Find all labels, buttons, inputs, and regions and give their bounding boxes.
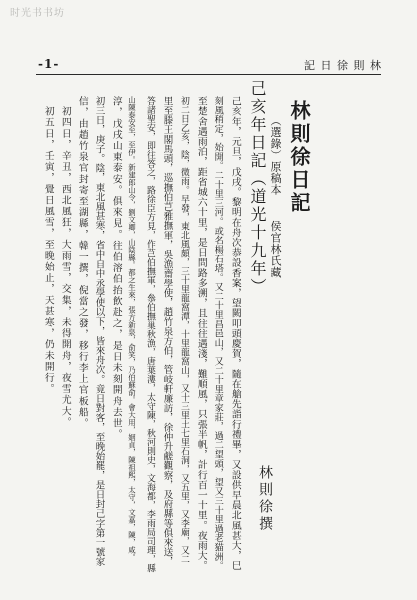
body-line: 己亥年，元旦，戊戌。黎明在舟次恭設香案，望闕叩頭慶賀，隨在艙先詣行禮畢，又設供早晨北風甚大，巳 (229, 96, 241, 571)
watermark: 时光书书坊 (10, 8, 65, 19)
body-line: 里至滕王閣馬頭，巡撫伯芑雅撫軍，吳漁齋學使，趙竹泉方伯，管岐軒廉訪，徐仲升鹺觀察，及府縣等俱來送， (161, 96, 173, 567)
running-head: 記 日 徐 則 林 (304, 59, 382, 72)
body-line: 至楚舍遇雨泊，距省城六十里，是日問路多溯，且往往遇淺，難順風，只張半帆，計行百一十里。夜雨大。 (195, 96, 207, 571)
body-line: 初五日，壬寅，覺日風雪，至晚始止，天甚寒，仍未開行。 (42, 106, 54, 395)
body-line: 初二日乙亥，陰，微雨。早發，東北風頗，三十里龍窩潭，十里龍窩山，又十三里土七里石洞，又五里，又李廟，又二 (178, 96, 189, 564)
body-line: 初四日，辛丑，西北風狂，大雨雪，交集，未得開舟，夜雪尤大。 (59, 106, 71, 428)
body-line: 初三日，庚子。陰，東北風甚寒，省中自中丞學使以下，皆來舟次。竟日對客，至晚始罷，是日封己字第一號家 (93, 96, 105, 567)
body-line: 答諸聖安，即往答之，路徐臣方見，作芑伯撫軍，叅伯撫巢秋漁，唐葉漊，太守陳，秋河則史，文海都，李雨局司理，縣 (144, 96, 155, 573)
body-line: 山陳泰安至，至伊。新建郎山令，劉文卿，山陰縣。都之生來，張方新泉，俞笑，乃伯蘇俞。會大用，姻貞，陳祖熙，太守，文嘉，陳，咸。 (127, 96, 137, 561)
page-title: 林則徐日記 (287, 100, 311, 215)
author-name: 林則徐撰 (257, 465, 273, 533)
source-note: （選錄）原稿本 侯官林氏藏 (269, 115, 282, 278)
diary-title: 己亥年日記（道光十九年） (248, 80, 267, 296)
body-line: 刻風稍定，始開。二十里三河。或名楊石塔。又二十里昌邑山，又二十里章家莊，過二望頭，望又三十里過老猫洲。 (212, 96, 224, 571)
page-number: -1- (38, 57, 60, 71)
body-line: 淳，戊戌山東泰安。俱來見。往伯溶伯抬飲赴之，是日未刻開舟去世。 (110, 96, 122, 441)
header-rule (36, 74, 381, 75)
body-line: 信，由趙竹泉官封寄至湖縣，韓一撰，倪當之發，移行李上官板船。 (76, 96, 88, 429)
